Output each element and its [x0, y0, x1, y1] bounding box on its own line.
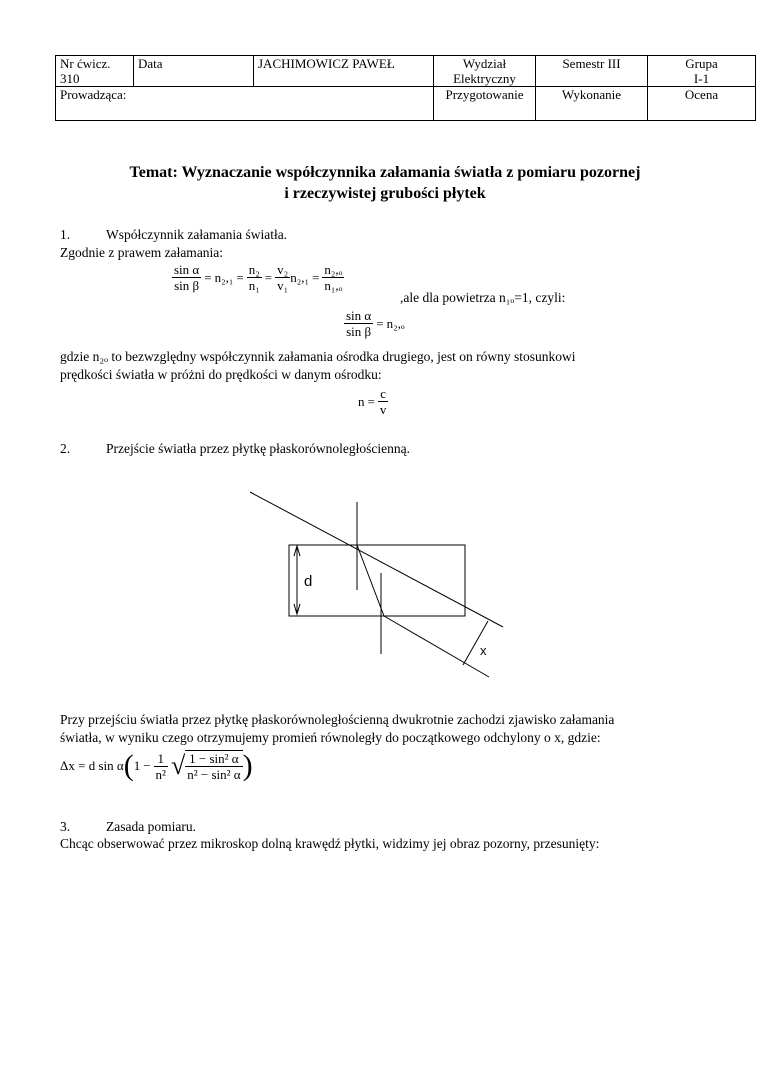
semester-label: Semestr III	[562, 56, 621, 71]
n-term: n	[358, 393, 365, 409]
author-name: JACHIMOWICZ PAWEŁ	[258, 56, 395, 71]
section-2-paragraph-line-2: światła, w wyniku czego otrzymujemy promień równoległy do początkowego odchylony o x, gdzie:	[60, 730, 601, 745]
title-line-2: i rzeczywistej grubości płytek	[284, 185, 486, 202]
faculty-label: Wydział	[462, 56, 507, 71]
section-1-paragraph-line-2: prędkości światła w próżni do prędkości w danym ośrodku:	[60, 367, 382, 382]
sin-beta-term: sin β	[174, 278, 200, 293]
root-denominator: n² − sin² α	[187, 767, 241, 782]
air-sin-beta: sin β	[346, 324, 372, 339]
v1-term: v₁	[277, 278, 289, 293]
formula-frac-den: n²	[155, 766, 166, 782]
equals-sign: =	[264, 269, 273, 285]
formula-one: 1	[133, 758, 141, 773]
sqrt-symbol: √	[170, 751, 186, 780]
offset-formula-lhs: Δx = d sin α	[60, 758, 124, 773]
grade-label: Ocena	[684, 87, 719, 102]
section-3-heading: Zasada pomiaru.	[106, 819, 196, 834]
section-2-heading: Przejście światła przez płytkę płaskorównoległościenną.	[106, 441, 411, 456]
n21-term-2: n₂,₁	[290, 269, 310, 285]
offset-formula	[60, 750, 253, 782]
section-1-number: 1.	[60, 227, 71, 242]
plate-rectangle	[289, 545, 465, 616]
v2-term: v₂	[277, 262, 289, 277]
group-label: Grupa	[685, 56, 718, 71]
section-3-number: 3.	[60, 819, 71, 834]
open-paren: (	[123, 749, 134, 782]
v-term: v	[379, 402, 387, 417]
one-over-n2-fraction	[154, 751, 168, 782]
n1-term: n₁	[248, 278, 260, 293]
air-note: ,ale dla powietrza n₁ₒ=1, czyli:	[400, 290, 566, 305]
equals-sign: =	[376, 315, 384, 331]
n2o-result: n₂,ₒ	[386, 315, 405, 331]
section-1-heading: Współczynnik załamania światła.	[106, 227, 288, 242]
thickness-label: d	[304, 573, 313, 590]
execution-label: Wykonanie	[561, 87, 622, 102]
root-numerator: 1 − sin² α	[185, 751, 242, 767]
supervisor-label: Prowadząca:	[60, 87, 127, 102]
section-1-paragraph-line-1: gdzie n₂ₒ to bezwzględny współczynnik załamania ośrodka drugiego, jest on równy stosunkowi	[60, 349, 576, 364]
date-label: Data	[138, 56, 163, 71]
close-paren: )	[242, 749, 253, 782]
formula-minus: −	[143, 758, 151, 773]
section-1-intro: Zgodnie z prawem załamania:	[60, 245, 224, 260]
n2-term: n₂	[248, 262, 260, 277]
equals-sign: =	[312, 269, 320, 285]
n2o-term: n₂,ₒ	[324, 262, 343, 277]
root-fraction	[185, 750, 242, 782]
exercise-number-label: Nr ćwicz.	[60, 56, 111, 71]
title-line-1: Temat: Wyznaczanie współczynnika załamania światła z pomiaru pozornej	[129, 164, 641, 181]
exercise-number-value: 310	[60, 71, 80, 86]
refracted-ray	[357, 545, 384, 616]
sin-alpha-term: sin α	[174, 262, 200, 277]
faculty-value: Elektryczny	[453, 71, 516, 86]
air-sin-alpha: sin α	[346, 308, 372, 323]
section-2-paragraph-line-1: Przy przejściu światła przez płytkę płaskorównoległościenną dwukrotnie zachodzi zjawisko załamania	[60, 712, 615, 727]
n21-term: n₂,₁	[214, 269, 234, 285]
offset-label: x	[480, 643, 487, 658]
equals-sign: =	[236, 269, 244, 285]
section-2-number: 2.	[60, 441, 71, 456]
formula-frac-num: 1	[154, 751, 168, 767]
equals-sign: =	[367, 393, 375, 409]
preparation-label: Przygotowanie	[445, 87, 524, 102]
group-value: I-1	[693, 71, 710, 86]
n1o-term: n₁,ₒ	[324, 278, 343, 293]
c-term: c	[378, 386, 389, 402]
equals-sign: =	[204, 269, 212, 285]
section-3-text: Chcąc obserwować przez mikroskop dolną krawędź płytki, widzimy jej obraz pozorny, przesunięty:	[60, 836, 600, 851]
